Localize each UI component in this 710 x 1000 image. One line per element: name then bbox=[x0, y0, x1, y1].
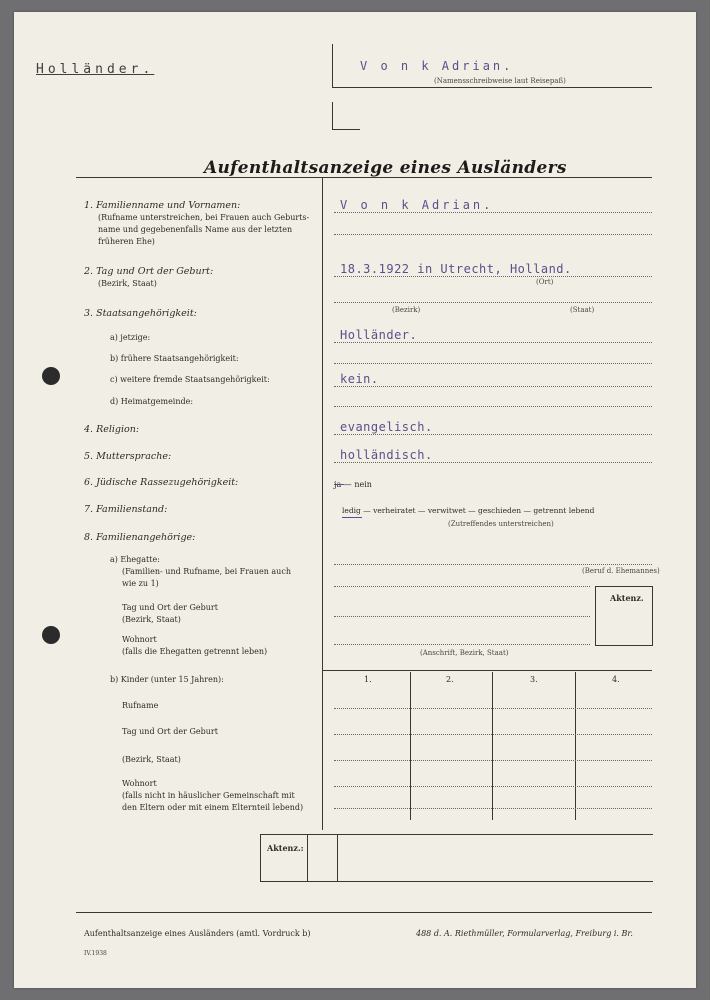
item2-cap-staat: (Staat) bbox=[570, 306, 595, 314]
footer-rule bbox=[76, 912, 652, 913]
item7-underline bbox=[342, 517, 362, 518]
form-sheet bbox=[14, 12, 696, 988]
item2-cap-bezirk: (Bezirk) bbox=[392, 306, 421, 314]
item3d-line bbox=[334, 406, 652, 407]
item4-line bbox=[334, 434, 652, 435]
item8b-label: b) Kinder (unter 15 Jahren): bbox=[110, 675, 224, 684]
header-left-rule bbox=[332, 44, 333, 88]
kids-col-1: 1. bbox=[364, 675, 372, 684]
item4-label: 4. Religion: bbox=[84, 424, 140, 435]
item1-line2 bbox=[334, 234, 652, 235]
footer-left: Aufenthaltsanzeige eines Ausländers (amtl. Vordruck b) bbox=[84, 929, 311, 938]
footer-right: 488 d. A. Riethmüller, Formularverlag, Freiburg i. Br. bbox=[416, 929, 633, 938]
item8a-residence-sub: (falls die Ehegatten getrennt leben) bbox=[122, 647, 268, 656]
item5-line bbox=[334, 462, 652, 463]
item8b-residence: Wohnort bbox=[122, 779, 157, 788]
kids-col-3: 3. bbox=[530, 675, 538, 684]
kids-divider-3 bbox=[575, 672, 576, 820]
item5-label: 5. Muttersprache: bbox=[84, 451, 172, 462]
item3b-label: b) frühere Staatsangehörigkeit: bbox=[110, 354, 239, 363]
kids-divider-1 bbox=[410, 672, 411, 820]
item8a-sub2: wie zu 1) bbox=[122, 579, 159, 588]
item6-strike bbox=[334, 484, 344, 485]
kids-row-1a bbox=[334, 708, 652, 709]
footer-small: IV.1938 bbox=[84, 950, 107, 957]
item3a-label: a) jetzige: bbox=[110, 333, 151, 342]
item8a-line2 bbox=[334, 586, 590, 587]
header-name-value: V o n k Adrian. bbox=[360, 59, 514, 73]
bottom-box-divider-2 bbox=[337, 835, 338, 881]
item8-label: 8. Familienangehörige: bbox=[84, 532, 196, 543]
item4-value: evangelisch. bbox=[340, 420, 433, 434]
item8a-res-caption: (Anschrift, Bezirk, Staat) bbox=[420, 649, 509, 657]
item3-label: 3. Staatsangehörigkeit: bbox=[84, 308, 197, 319]
item8b-residence-sub1: (falls nicht in häuslicher Gemeinschaft mit bbox=[122, 791, 295, 800]
item3a-value: Holländer. bbox=[340, 328, 418, 342]
item8b-birth-sub: (Bezirk, Staat) bbox=[122, 755, 181, 764]
item2-label: 2. Tag und Ort der Geburt: bbox=[84, 266, 214, 277]
item2-line2 bbox=[334, 302, 652, 303]
item8a-residence: Wohnort bbox=[122, 635, 157, 644]
kids-row-3a bbox=[334, 786, 652, 787]
kids-row-3b bbox=[334, 808, 652, 809]
item6-value: ja — nein bbox=[334, 480, 372, 489]
item2-sub: (Bezirk, Staat) bbox=[98, 279, 157, 288]
bottom-aktenz-box bbox=[260, 834, 653, 882]
item7-caption: (Zutreffendes unterstreichen) bbox=[448, 520, 554, 528]
item3b-line bbox=[334, 363, 652, 364]
item5-value: holländisch. bbox=[340, 448, 433, 462]
title-rule bbox=[76, 177, 652, 178]
item8b-birth: Tag und Ort der Geburt bbox=[122, 727, 218, 736]
item8a-sub1: (Familien- und Rufname, bei Frauen auch bbox=[122, 567, 291, 576]
column-divider bbox=[322, 177, 323, 830]
kids-col-4: 4. bbox=[612, 675, 620, 684]
item2-value: 18.3.1922 in Utrecht, Holland. bbox=[340, 262, 572, 276]
header-name-caption: (Namensschreibweise laut Reisepaß) bbox=[434, 77, 566, 85]
kids-col-2: 2. bbox=[446, 675, 454, 684]
item8a-caption: (Beruf d. Ehemannes) bbox=[582, 567, 660, 575]
header-bottom-rule bbox=[332, 87, 652, 88]
item8a-line4 bbox=[334, 644, 590, 645]
punch-hole-bottom bbox=[42, 626, 60, 644]
bottom-aktenz-label: Aktenz.: bbox=[267, 843, 304, 853]
aktenz-box bbox=[595, 586, 653, 646]
kids-header-rule bbox=[322, 670, 652, 671]
item7-value: ledig — verheiratet — verwitwet — geschieden — getrennt lebend bbox=[342, 506, 595, 515]
item8a-line3 bbox=[334, 616, 590, 617]
kids-row-2a bbox=[334, 734, 652, 735]
kids-row-2b bbox=[334, 760, 652, 761]
item1-value: V o n k Adrian. bbox=[340, 198, 494, 212]
item1-sub2: name und gegebenenfalls Name aus der letzten bbox=[98, 225, 293, 234]
item8a-birth: Tag und Ort der Geburt bbox=[122, 603, 218, 612]
item7-label: 7. Familienstand: bbox=[84, 504, 168, 515]
item1-sub1: (Rufname unterstreichen, bei Frauen auch Geburts- bbox=[98, 213, 310, 222]
item1-line1 bbox=[334, 212, 652, 213]
kids-divider-2 bbox=[492, 672, 493, 820]
item1-label: 1. Familienname und Vornamen: bbox=[84, 200, 241, 211]
item3c-line bbox=[334, 386, 652, 387]
nationality-stamp: Holländer. bbox=[36, 62, 155, 77]
item8b-rufname: Rufname bbox=[122, 701, 159, 710]
bottom-box-divider-1 bbox=[307, 835, 308, 881]
item8a-birth-sub: (Bezirk, Staat) bbox=[122, 615, 181, 624]
item8b-residence-sub2: den Eltern oder mit einem Elternteil lebend) bbox=[122, 803, 304, 812]
item6-label: 6. Jüdische Rassezugehörigkeit: bbox=[84, 477, 239, 488]
aktenz-box-label: Aktenz. bbox=[610, 593, 644, 603]
header-short-mark bbox=[332, 102, 333, 130]
item8a-line1 bbox=[334, 564, 652, 565]
item2-line1 bbox=[334, 276, 652, 277]
item3d-label: d) Heimatgemeinde: bbox=[110, 397, 194, 406]
header-short-mark-h bbox=[332, 129, 360, 130]
form-title: Aufenthaltsanzeige eines Ausländers bbox=[204, 158, 567, 178]
item2-cap-ort: (Ort) bbox=[536, 278, 554, 286]
item8a-label: a) Ehegatte: bbox=[110, 555, 160, 564]
item1-sub3: früheren Ehe) bbox=[98, 237, 155, 246]
item3c-label: c) weitere fremde Staatsangehörigkeit: bbox=[110, 375, 270, 384]
punch-hole-top bbox=[42, 367, 60, 385]
item3a-line bbox=[334, 342, 652, 343]
item3c-value: kein. bbox=[340, 372, 379, 386]
